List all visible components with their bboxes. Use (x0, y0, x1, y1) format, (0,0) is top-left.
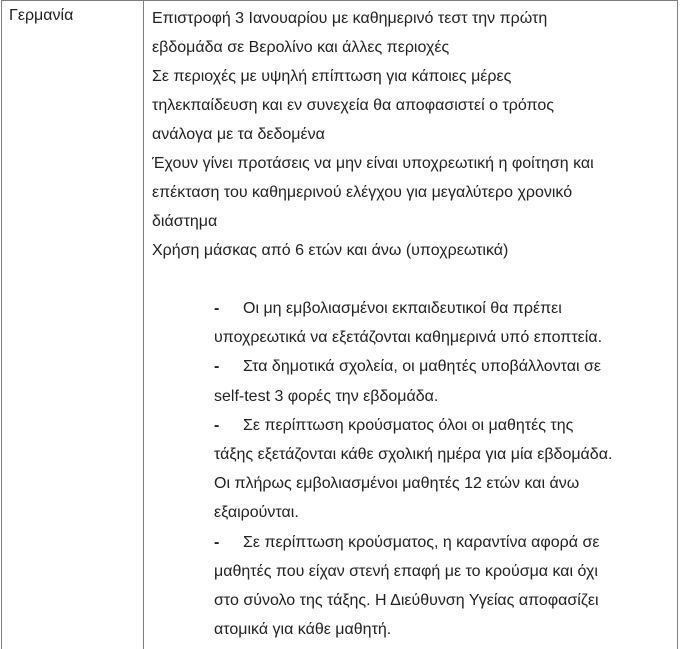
column-divider (143, 0, 144, 649)
list-item-text: Οι πλήρως εμβολιασμένοι μαθητές 12 ετών και άνω (214, 475, 580, 493)
list-item-text: Οι μη εμβολιασμένοι εκπαιδευτικοί θα πρέπει (243, 300, 562, 317)
list-item (214, 528, 674, 645)
list-item-text: τάξης εξετάζονται κάθε σχολική ημέρα για μία εβδομάδα. (214, 446, 613, 464)
list-item-text: Σε περίπτωση κρούσματος όλοι οι μαθητές της (243, 416, 574, 434)
table-right-border (677, 0, 678, 649)
bullet-list (214, 294, 674, 644)
text-line: εβδομάδα σε Βερολίνο και άλλες περιοχές (152, 39, 450, 56)
country-cell: Γερμανία (9, 7, 74, 24)
list-item-text: μαθητές που είχαν στενή επαφή με το κρούσμα και όχι (214, 562, 598, 580)
list-item-text: υποχρεωτικά να εξετάζονται καθημερινά υπό εποπτεία. (214, 329, 603, 347)
list-item-text: self-test 3 φορές την εβδομάδα. (214, 387, 439, 405)
text-line: ανάλογα με τα δεδομένα (152, 126, 325, 143)
dash-marker: - (214, 358, 220, 376)
text-line: Επιστροφή 3 Ιανουαρίου με καθημερινό τεστ την πρώτη (152, 10, 548, 27)
measures-text (152, 4, 672, 265)
list-item (214, 294, 674, 352)
text-line: Έχουν γίνει προτάσεις να μην είναι υποχρεωτική η φοίτηση και (152, 155, 594, 172)
table-top-border (1, 0, 678, 1)
text-line: Σε περιοχές με υψηλή επίπτωση για κάποιες μέρες (152, 68, 512, 85)
dash-marker: - (214, 533, 220, 551)
text-line: επέκταση του καθημερινού ελέγχου για μεγαλύτερο χρονικό (152, 184, 573, 201)
list-item-text: Σε περίπτωση κρούσματος, η καραντίνα αφορά σε (243, 533, 600, 551)
list-item (214, 352, 674, 410)
dash-marker: - (214, 416, 220, 434)
text-line: διάστημα (152, 213, 218, 230)
list-item-text: ατομικά για κάθε μαθητή. (214, 621, 392, 639)
list-item-text: εξαιρούνται. (214, 504, 299, 522)
text-line: τηλεκπαίδευση και εν συνεχεία θα αποφασιστεί ο τρόπος (152, 97, 554, 114)
list-item-text: Στα δημοτικά σχολεία, οι μαθητές υποβάλλονται σε (243, 358, 601, 376)
list-item-text: στο σύνολο της τάξης. Η Διεύθυνση Υγείας αποφασίζει (214, 592, 599, 610)
table-left-border (1, 0, 2, 649)
text-line: Χρήση μάσκας από 6 ετών και άνω (υποχρεωτικά) (152, 242, 509, 259)
list-item (214, 411, 674, 528)
dash-marker: - (214, 300, 220, 317)
